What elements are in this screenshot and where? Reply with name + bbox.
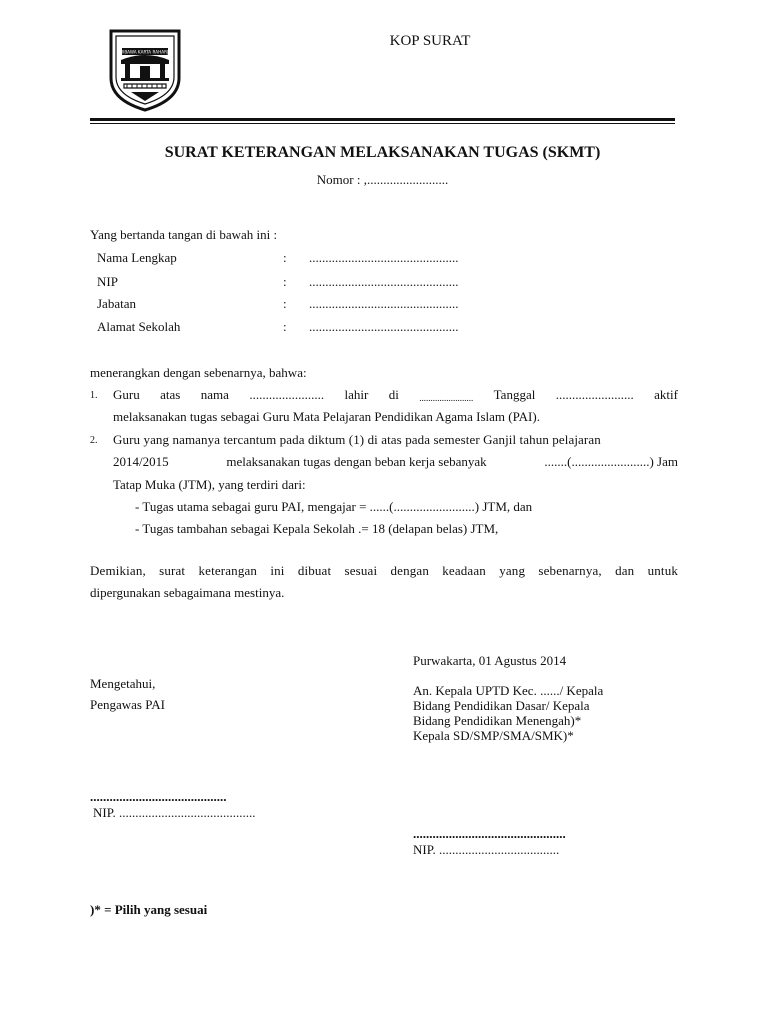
text-fragment: atas	[160, 387, 181, 402]
text-fragment: melaksanakan tugas dengan beban kerja sebanyak	[226, 454, 487, 469]
field-value-nip: ..............................................	[309, 274, 459, 289]
item-2-line-1: Guru yang namanya tercantum pada diktum (1) di atas pada semester Ganjil tahun pelajaran	[113, 432, 601, 447]
item-1-line-1	[113, 387, 678, 403]
document-title: SURAT KETERANGAN MELAKSANAKAN TUGAS (SKMT)	[164, 144, 601, 161]
field-value-jabatan: ..............................................	[309, 296, 459, 311]
document-number: Nomor : ,.........................	[316, 172, 449, 187]
text-fragment: di	[388, 387, 399, 402]
text-fragment: ........................	[419, 393, 474, 403]
statement-text: menerangkan dengan sebenarnya, bahwa:	[90, 365, 307, 380]
letterhead-label: KOP SURAT	[389, 33, 471, 49]
field-value-nama: ..............................................	[309, 250, 459, 265]
supervisor-title: Pengawas PAI	[90, 697, 165, 712]
field-colon: :	[283, 274, 287, 289]
item-2-subitem-1: - Tugas utama sebagai guru PAI, mengajar = ......(.........................) JTM, dan	[135, 499, 533, 514]
field-colon: :	[283, 296, 287, 311]
signatory-title-line-2: Bidang Pendidikan Dasar/ Kepala	[413, 698, 590, 713]
field-label-nip: NIP	[97, 274, 118, 289]
field-label-nama: Nama Lengkap	[97, 250, 177, 265]
supervisor-nip: NIP. ..........................................	[93, 805, 256, 820]
item-2-subitem-2: - Tugas tambahan sebagai Kepala Sekolah .= 18 (delapan belas) JTM,	[135, 521, 499, 536]
closing-line-1: Demikian, surat keterangan ini dibuat sesuai dengan keadaan yang sebenarnya, dan untuk	[90, 563, 678, 578]
field-value-alamat: ..............................................	[309, 319, 459, 334]
logo-motto-text: WIBAWA KARTA RAHARJA	[118, 49, 172, 55]
signatory-name-placeholder: ...............................................	[413, 826, 566, 841]
signatory-title-line-1: An. Kepala UPTD Kec. ....../ Kepala	[413, 683, 604, 698]
text-fragment: .......(........................) Jam	[544, 454, 678, 469]
footnote: )* = Pilih yang sesuai	[90, 902, 208, 917]
item-number-2: 2.	[90, 435, 98, 446]
item-number-1: 1.	[90, 390, 98, 401]
field-label-jabatan: Jabatan	[97, 296, 136, 311]
intro-text: Yang bertanda tangan di bawah ini :	[90, 227, 278, 242]
text-fragment: .......................	[249, 387, 325, 402]
field-label-alamat: Alamat Sekolah	[97, 319, 181, 334]
acknowledged-label: Mengetahui,	[90, 676, 156, 691]
text-fragment: Tanggal	[493, 387, 536, 402]
closing-line-2: dipergunakan sebagaimana mestinya.	[90, 585, 285, 600]
text-fragment: 2014/2015	[113, 454, 169, 469]
place-date: Purwakarta, 01 Agustus 2014	[413, 653, 567, 668]
item-2-line-3: Tatap Muka (JTM), yang terdiri dari:	[113, 477, 306, 492]
text-fragment: lahir	[344, 387, 369, 402]
field-colon: :	[283, 250, 287, 265]
letterhead-rule-thin	[90, 123, 675, 124]
text-fragment: aktif	[654, 387, 678, 402]
text-fragment: ........................	[555, 387, 634, 402]
supervisor-name-placeholder: ..........................................	[90, 789, 227, 804]
text-fragment: nama	[200, 387, 229, 402]
letterhead-rule-thick	[90, 118, 675, 121]
text-fragment: Guru	[113, 387, 140, 402]
signatory-title-line-3: Bidang Pendidikan Menengah)*	[413, 713, 582, 728]
signatory-nip: NIP. .....................................	[413, 842, 560, 857]
item-2-line-2	[113, 454, 678, 470]
regional-emblem-logo	[107, 28, 183, 112]
field-colon: :	[283, 319, 287, 334]
item-1-line-2: melaksanakan tugas sebagai Guru Mata Pelajaran Pendidikan Agama Islam (PAI).	[113, 409, 540, 424]
signatory-title-line-4: Kepala SD/SMP/SMA/SMK)*	[413, 728, 574, 743]
